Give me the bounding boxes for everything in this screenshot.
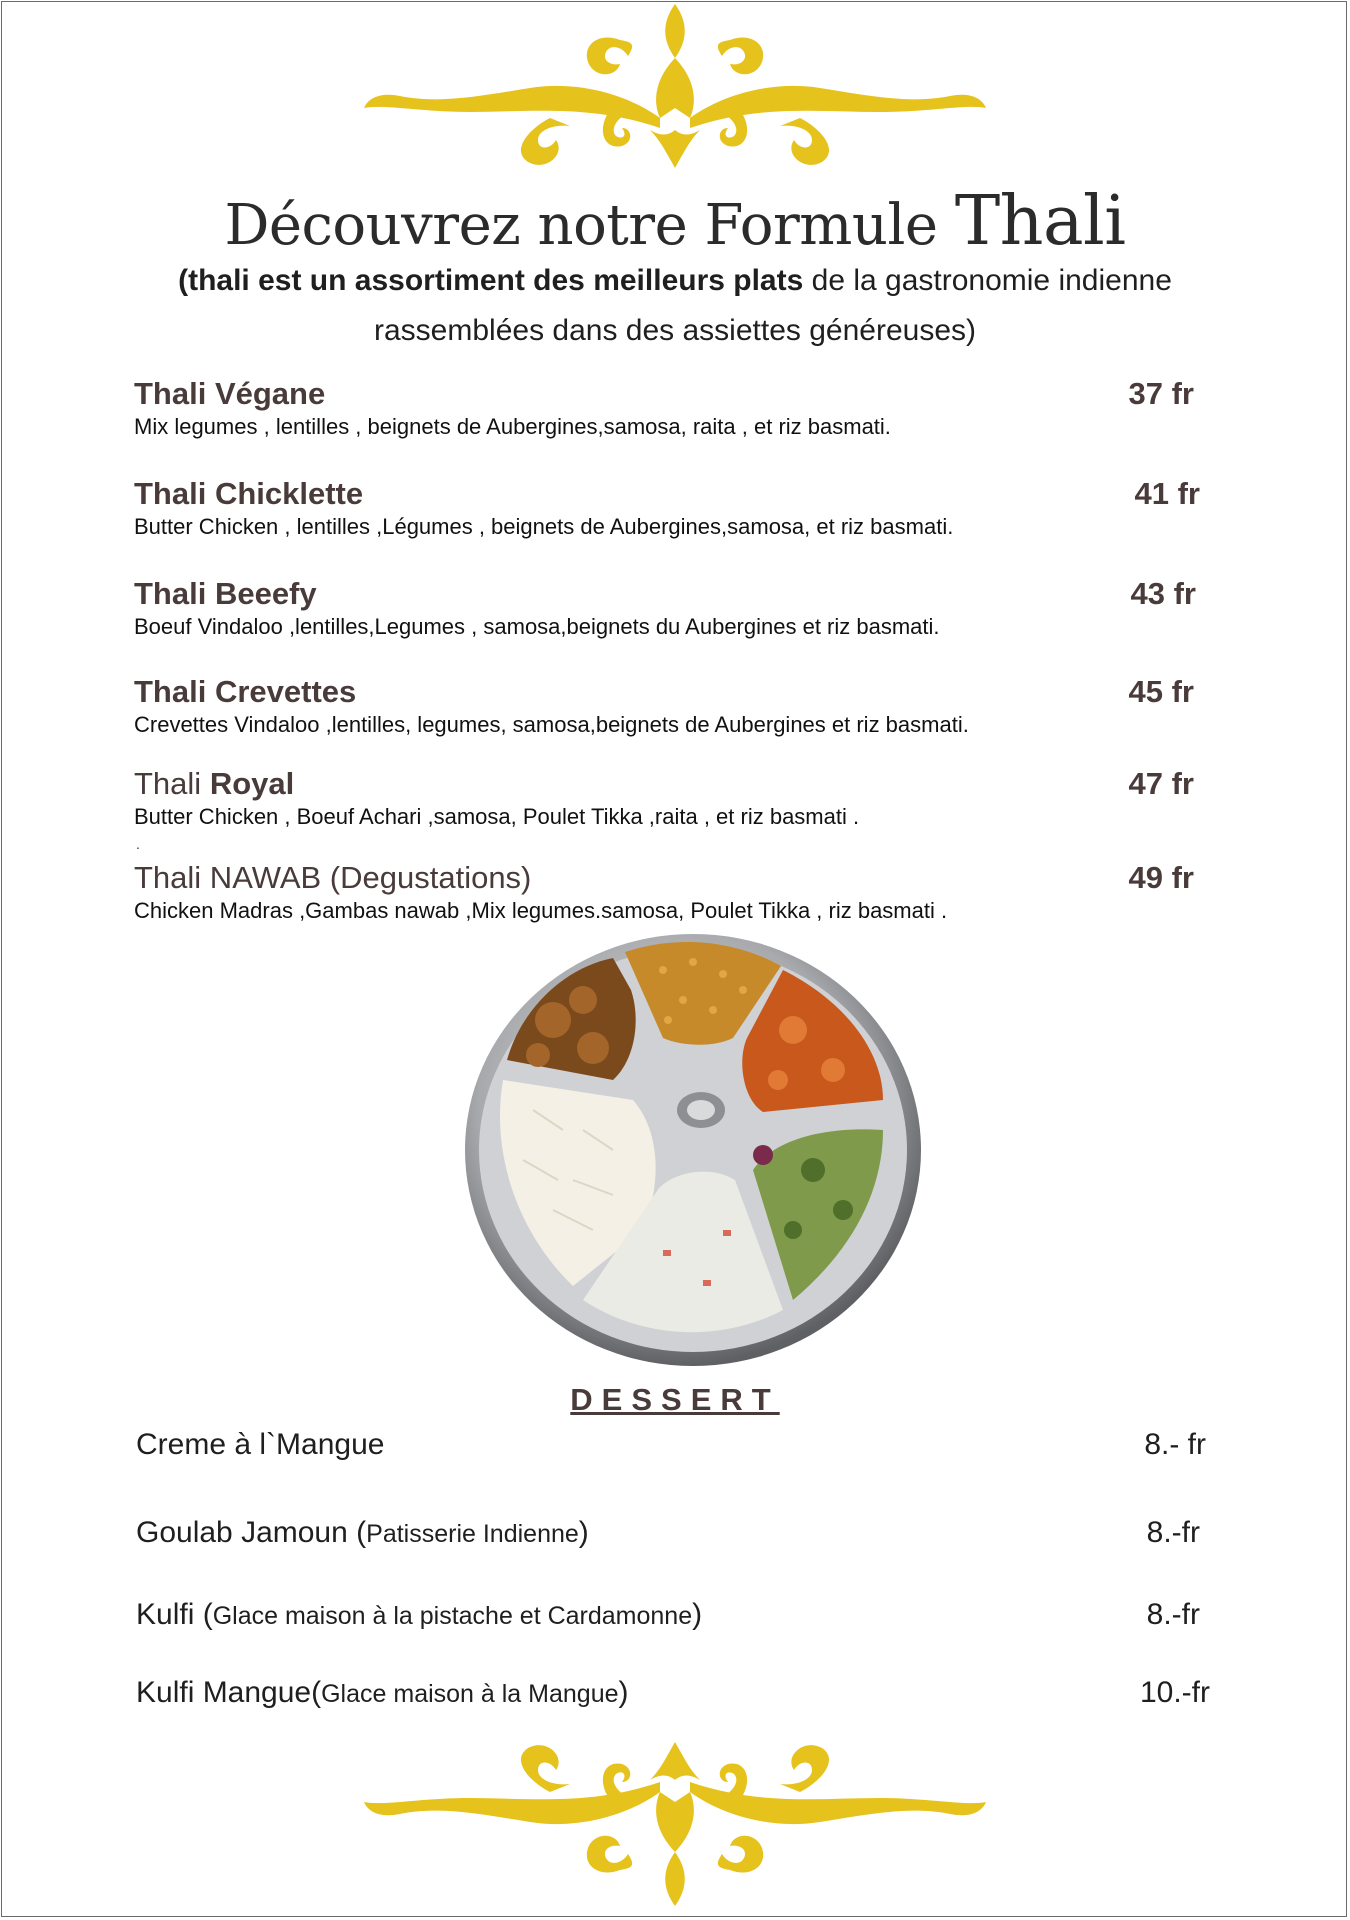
ornament-flourish-top-icon bbox=[360, 0, 990, 170]
dessert-name: Kulfi Mangue( bbox=[136, 1676, 322, 1709]
title-main: Découvrez notre Formule bbox=[224, 193, 938, 258]
item-name: Thali Végane bbox=[134, 376, 326, 411]
dessert-price: 8.- fr bbox=[1144, 1428, 1206, 1461]
thali-plate-photo-icon bbox=[463, 930, 923, 1370]
dessert-note: Glace maison à la pistache et Cardamonne bbox=[212, 1602, 693, 1630]
menu-item-thali-royal bbox=[134, 766, 1194, 830]
menu-item-thali-vegane bbox=[134, 376, 1194, 440]
dessert-note-close: ) bbox=[578, 1516, 589, 1549]
item-name: Thali Chicklette bbox=[134, 476, 364, 511]
item-price: 47 fr bbox=[1128, 766, 1194, 801]
item-name: Thali Crevettes bbox=[134, 674, 357, 709]
item-name: Thali Beeefy bbox=[134, 576, 317, 611]
dessert-note-close: ) bbox=[692, 1598, 703, 1631]
item-description: Mix legumes , lentilles , beignets de Aubergines,samosa, raita , et riz basmati. bbox=[134, 414, 891, 439]
menu-item-thali-crevettes bbox=[134, 674, 1194, 738]
item-description: Chicken Madras ,Gambas nawab ,Mix legumes.samosa, Poulet Tikka , riz basmati . bbox=[134, 898, 948, 923]
menu-item-thali-chicklette bbox=[134, 476, 1200, 540]
dessert-note: Patisserie Indienne bbox=[366, 1520, 579, 1548]
dessert-name: Kulfi ( bbox=[136, 1598, 213, 1631]
menu-item-thali-beeefy bbox=[134, 576, 1194, 640]
dessert-heading: DESSERT bbox=[570, 1382, 780, 1417]
dessert-item-kulfi-mangue bbox=[136, 1676, 1210, 1710]
page-title bbox=[0, 182, 1350, 261]
dessert-price: 10.-fr bbox=[1139, 1676, 1210, 1709]
ornament-flourish-bottom-icon bbox=[360, 1740, 990, 1910]
dessert-name: Creme à l`Mangue bbox=[136, 1428, 385, 1461]
item-description: Boeuf Vindaloo ,lentilles,Legumes , samosa,beignets du Aubergines et riz basmati. bbox=[134, 614, 940, 639]
item-name-prefix: Thali NAWAB (Degustations) bbox=[134, 860, 532, 895]
dessert-item-creme-mangue bbox=[136, 1428, 1206, 1462]
title-emphasis: Thali bbox=[954, 182, 1126, 261]
dessert-price: 8.-fr bbox=[1146, 1516, 1200, 1549]
menu-item-thali-nawab bbox=[134, 860, 1194, 924]
item-price: 43 fr bbox=[1130, 576, 1196, 611]
subtitle-line2: rassemblées dans des assiettes généreuses) bbox=[374, 314, 976, 347]
dessert-item-goulab-jamoun bbox=[136, 1516, 1206, 1550]
item-price: 37 fr bbox=[1128, 376, 1194, 411]
item-name-prefix: Thali bbox=[134, 766, 210, 801]
item-price: 45 fr bbox=[1128, 674, 1194, 709]
dessert-note: Glace maison à la Mangue bbox=[321, 1680, 619, 1708]
dessert-note-close: ) bbox=[618, 1676, 629, 1709]
dessert-name: Goulab Jamoun ( bbox=[136, 1516, 367, 1549]
item-price: 41 fr bbox=[1134, 476, 1200, 511]
item-name: Royal bbox=[209, 766, 295, 801]
item-description: Butter Chicken , Boeuf Achari ,samosa, Poulet Tikka ,raita , et riz basmati . bbox=[134, 804, 860, 829]
subtitle-bold: (thali est un assortiment des meilleurs plats bbox=[178, 264, 804, 297]
stray-mark: . bbox=[136, 836, 140, 852]
page-subtitle bbox=[0, 256, 1350, 356]
dessert-price: 8.-fr bbox=[1146, 1598, 1200, 1631]
dessert-item-kulfi bbox=[136, 1598, 1206, 1632]
item-description: Butter Chicken , lentilles ,Légumes , beignets de Aubergines,samosa, et riz basmati. bbox=[134, 514, 954, 539]
item-price: 49 fr bbox=[1128, 860, 1194, 895]
subtitle-rest: de la gastronomie indienne bbox=[803, 264, 1172, 297]
item-description: Crevettes Vindaloo ,lentilles, legumes, samosa,beignets de Aubergines et riz basmati. bbox=[134, 712, 969, 737]
